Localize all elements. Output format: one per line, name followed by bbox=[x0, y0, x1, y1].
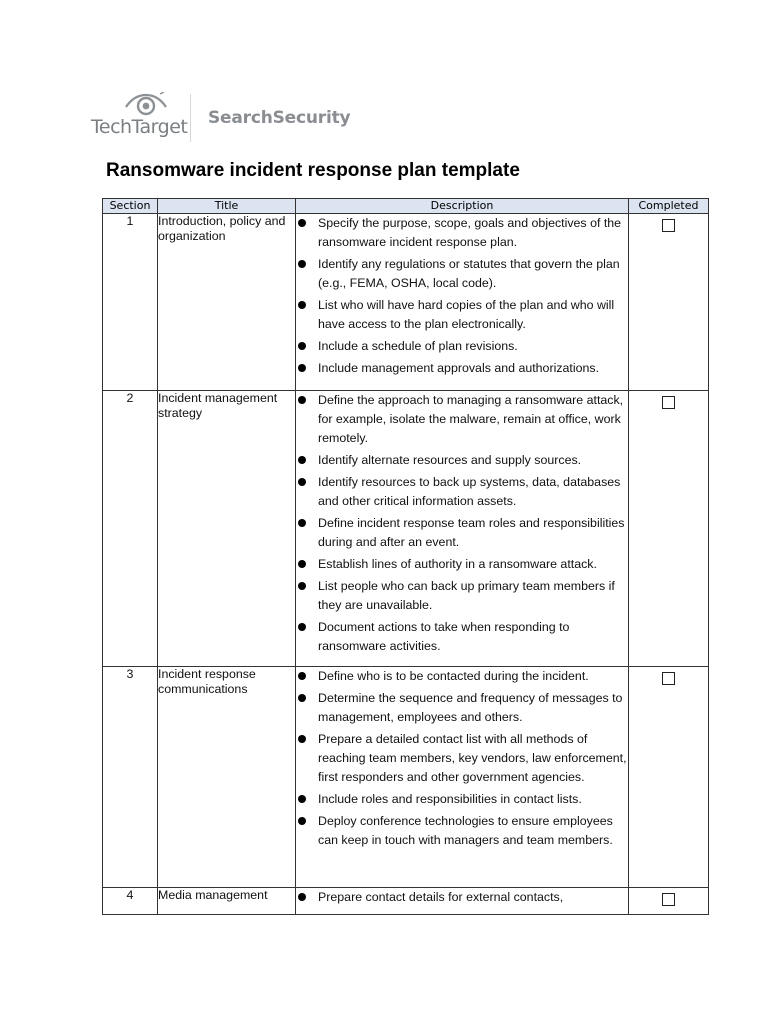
column-header-completed: Completed bbox=[629, 199, 709, 214]
list-item-text: Define the approach to managing a ransomware attack, for example, isolate the malware, remain at office, work remotely. bbox=[318, 393, 624, 445]
section-title: Incident management strategy bbox=[158, 391, 296, 667]
section-number: 3 bbox=[103, 667, 158, 888]
section-description bbox=[296, 667, 629, 888]
bullet-icon bbox=[298, 795, 306, 803]
section-number: 4 bbox=[103, 888, 158, 915]
list-item-text: Identify resources to back up systems, data, databases and other critical information assets. bbox=[318, 475, 621, 508]
list-item-text: Specify the purpose, scope, goals and objectives of the ransomware incident response plan. bbox=[318, 216, 622, 249]
list-item bbox=[296, 337, 628, 356]
bullet-icon bbox=[298, 582, 306, 590]
completed-cell bbox=[629, 391, 709, 667]
bullet-icon bbox=[298, 694, 306, 702]
section-title: Introduction, policy and organization bbox=[158, 214, 296, 391]
list-item bbox=[296, 618, 628, 656]
bullet-icon bbox=[298, 560, 306, 568]
description-list bbox=[296, 214, 628, 378]
list-item bbox=[296, 296, 628, 334]
list-item bbox=[296, 790, 628, 809]
list-item bbox=[296, 667, 628, 686]
bullet-icon bbox=[298, 735, 306, 743]
column-header-title: Title bbox=[158, 199, 296, 214]
section-number: 2 bbox=[103, 391, 158, 667]
list-item bbox=[296, 577, 628, 615]
bullet-icon bbox=[298, 672, 306, 680]
bullet-icon bbox=[298, 478, 306, 486]
list-item bbox=[296, 214, 628, 252]
column-header-section: Section bbox=[103, 199, 158, 214]
completed-checkbox[interactable] bbox=[662, 396, 675, 409]
list-item-text: Prepare contact details for external contacts, bbox=[318, 890, 564, 904]
table-row bbox=[103, 888, 709, 915]
table-row bbox=[103, 214, 709, 391]
document-title: Ransomware incident response plan template bbox=[106, 160, 520, 181]
list-item-text: Document actions to take when responding to ransomware activities. bbox=[318, 620, 570, 653]
list-item bbox=[296, 451, 628, 470]
table-row bbox=[103, 667, 709, 888]
bullet-icon bbox=[298, 342, 306, 350]
bullet-icon bbox=[298, 301, 306, 309]
table-row bbox=[103, 391, 709, 667]
list-item bbox=[296, 812, 628, 850]
list-item bbox=[296, 255, 628, 293]
list-item bbox=[296, 730, 628, 787]
list-item bbox=[296, 689, 628, 727]
list-item-text: Include roles and responsibilities in contact lists. bbox=[318, 792, 582, 806]
list-item bbox=[296, 555, 628, 574]
description-list bbox=[296, 391, 628, 656]
list-item-text: Include management approvals and authorizations. bbox=[318, 361, 600, 375]
list-item-text: Define incident response team roles and responsibilities during and after an event. bbox=[318, 516, 625, 549]
techtarget-wordmark: TechTarget bbox=[91, 116, 188, 138]
bullet-icon bbox=[298, 519, 306, 527]
list-item-text: Deploy conference technologies to ensure employees can keep in touch with managers and team members. bbox=[318, 814, 613, 847]
list-item bbox=[296, 359, 628, 378]
eye-icon bbox=[122, 92, 170, 118]
bullet-icon bbox=[298, 623, 306, 631]
section-title: Incident response communications bbox=[158, 667, 296, 888]
list-item-text: Identify any regulations or statutes that govern the plan (e.g., FEMA, OSHA, local code). bbox=[318, 257, 620, 290]
list-item bbox=[296, 514, 628, 552]
list-item-text: Determine the sequence and frequency of messages to management, employees and others. bbox=[318, 691, 623, 724]
section-title: Media management bbox=[158, 888, 296, 915]
bullet-icon bbox=[298, 219, 306, 227]
header-logos bbox=[90, 92, 390, 144]
techtarget-logo bbox=[90, 92, 188, 144]
section-description bbox=[296, 391, 629, 667]
list-item-text: Prepare a detailed contact list with all methods of reaching team members, key vendors, law enforcement, first responders and other government agencies. bbox=[318, 732, 627, 784]
bullet-icon bbox=[298, 817, 306, 825]
bullet-icon bbox=[298, 260, 306, 268]
logo-divider bbox=[190, 94, 191, 142]
completed-cell bbox=[629, 214, 709, 391]
list-item-text: Establish lines of authority in a ransomware attack. bbox=[318, 557, 597, 571]
table-header-row bbox=[103, 199, 709, 214]
searchsecurity-wordmark: SearchSecurity bbox=[208, 108, 351, 128]
completed-checkbox[interactable] bbox=[662, 219, 675, 232]
list-item-text: Identify alternate resources and supply sources. bbox=[318, 453, 582, 467]
list-item-text: Define who is to be contacted during the incident. bbox=[318, 669, 589, 683]
list-item-text: List who will have hard copies of the plan and who will have access to the plan electronically. bbox=[318, 298, 615, 331]
description-list bbox=[296, 888, 628, 907]
bullet-icon bbox=[298, 396, 306, 404]
description-list bbox=[296, 667, 628, 850]
column-header-description: Description bbox=[296, 199, 629, 214]
completed-checkbox[interactable] bbox=[662, 672, 675, 685]
plan-table bbox=[102, 198, 709, 915]
completed-checkbox[interactable] bbox=[662, 893, 675, 906]
bullet-icon bbox=[298, 364, 306, 372]
completed-cell bbox=[629, 667, 709, 888]
list-item-text: List people who can back up primary team members if they are unavailable. bbox=[318, 579, 615, 612]
list-item bbox=[296, 888, 628, 907]
list-item bbox=[296, 473, 628, 511]
section-number: 1 bbox=[103, 214, 158, 391]
bullet-icon bbox=[298, 893, 306, 901]
section-description bbox=[296, 214, 629, 391]
bullet-icon bbox=[298, 456, 306, 464]
completed-cell bbox=[629, 888, 709, 915]
section-description bbox=[296, 888, 629, 915]
list-item-text: Include a schedule of plan revisions. bbox=[318, 339, 518, 353]
list-item bbox=[296, 391, 628, 448]
